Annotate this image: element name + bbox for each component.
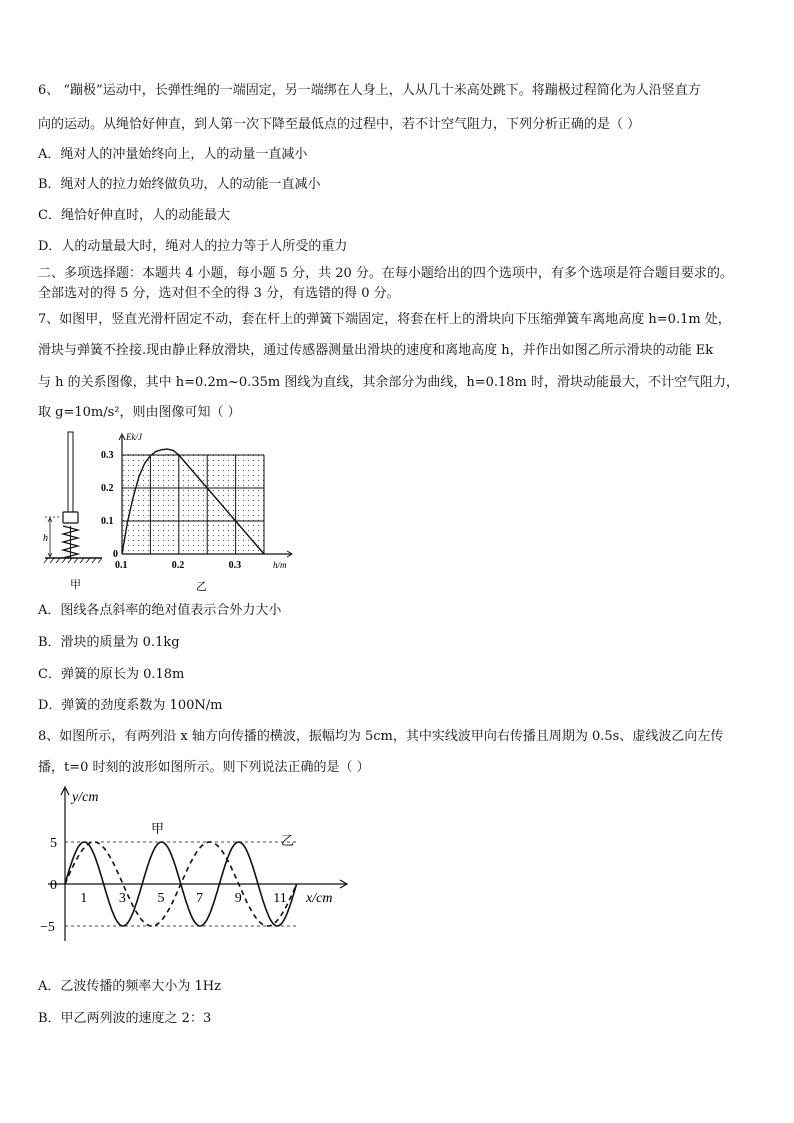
ek-ytick-label: 0.3 [101,450,114,461]
ek-xtick-label: 0.3 [228,560,242,571]
section2-line2: 全部选对的得 5 分，选对但不全的得 3 分，有选错的得 0 分。 [38,286,400,301]
q7-stem-line2: 滑块与弹簧不拴接.现由静止释放滑块，通过传感器测量出滑块的速度和离地高度 h，并作出如图乙所示滑块的动能 Ek [38,343,714,358]
ek-ylabel: Ek/J [126,432,142,442]
q6-stem-line1: 6、 “蹦极”运动中，长弹性绳的一端固定，另一端绑在人身上，人从几十米高处跳下。将蹦极过程简化为人沿竖直方 [38,83,701,98]
q8-option-b: B．甲乙两列波的速度之 2：3 [38,1011,212,1026]
wave-xtick-label: 9 [234,891,242,906]
wave-ylabel: y/cm [72,790,99,805]
wave-ytick-label: 5 [50,836,57,851]
wave-xtick-label: 11 [273,891,287,906]
ek-xlabel: h/m [273,560,287,570]
q6-option-b: B．绳对人的拉力始终做负功，人的动能一直减小 [38,177,321,192]
ek-ytick-label: 0.1 [101,516,114,527]
wave-ytick-label: 0 [50,878,57,893]
slider-block [63,512,78,523]
wave-xtick-label: 5 [157,891,165,906]
q8-wave-chart [38,783,358,948]
wave-xlabel: x/cm [306,891,333,906]
section2-line1: 二、多项选择题：本题共 4 小题，每小题 5 分，共 20 分。在每小题给出的四个选项中，有多个选项是符合题目要求的。 [38,266,733,281]
q8-option-a: A．乙波传播的频率大小为 1Hz [38,979,221,994]
q7-ek-h-chart [96,428,306,596]
q6-option-d: D．人的动量最大时，绳对人的拉力等于人所受的重力 [38,239,348,254]
q7-option-a: A．图线各点斜率的绝对值表示合外力大小 [38,603,282,618]
q6-stem-line2: 向的运动。从绳恰好伸直，到人第一次下降至最低点的过程中，若不计空气阻力，下列分析正确的是（ ） [38,117,641,132]
rod [68,432,73,516]
ek-ytick-label: 0 [113,549,118,560]
q7-option-c: C．弹簧的原长为 0.18m [38,667,185,682]
wave-yi-label: 乙 [281,833,295,848]
q8-stem-line1: 8、如图所示，有两列沿 x 轴方向传播的横波，振幅均为 5cm，其中实线波甲向右传播且周期为 0.5s、虚线波乙向左传 [38,729,724,744]
wave-xtick-label: 7 [196,891,204,906]
q7-option-d: D．弹簧的劲度系数为 100N/m [38,698,223,713]
q6-option-c: C．绳恰好伸直时，人的动能最大 [38,208,230,223]
spring-h-label: h [43,533,48,544]
q7-stem-line1: 7、如图甲，竖直光滑杆固定不动，套在杆上的弹簧下端固定，将套在杆上的滑块向下压缩弹簧车离地高度 h=0.1m 处， [38,312,731,327]
ek-plot-area [122,455,264,554]
wave-xtick-label: 3 [118,891,126,906]
wave-xtick-label: 1 [80,891,88,906]
q8-stem-line2: 播，t=0 时刻的波形如图所示。则下列说法正确的是（ ） [38,760,370,775]
q7-stem-line3: 与 h 的关系图像，其中 h=0.2m~0.35m 图线为直线，其余部分为曲线，h=0.18m 时，滑块动能最大，不计空气阻力， [38,375,740,390]
q7-stem-line4: 取 g=10m/s²，则由图像可知（ ） [38,405,241,420]
fig-jia-label: 甲 [70,579,81,590]
ek-xtick-label: 0.1 [115,560,128,571]
ek-xtick-label: 0.2 [171,560,185,571]
wave-jia-label: 甲 [151,821,165,836]
q6-option-a: A．绳对人的冲量始终向上，人的动量一直减小 [38,147,308,162]
fig-yi-label: 乙 [196,581,207,593]
ek-ytick-label: 0.2 [101,483,114,494]
q7-option-b: B．滑块的质量为 0.1kg [38,635,180,650]
wave-ytick-label: −5 [40,920,55,935]
